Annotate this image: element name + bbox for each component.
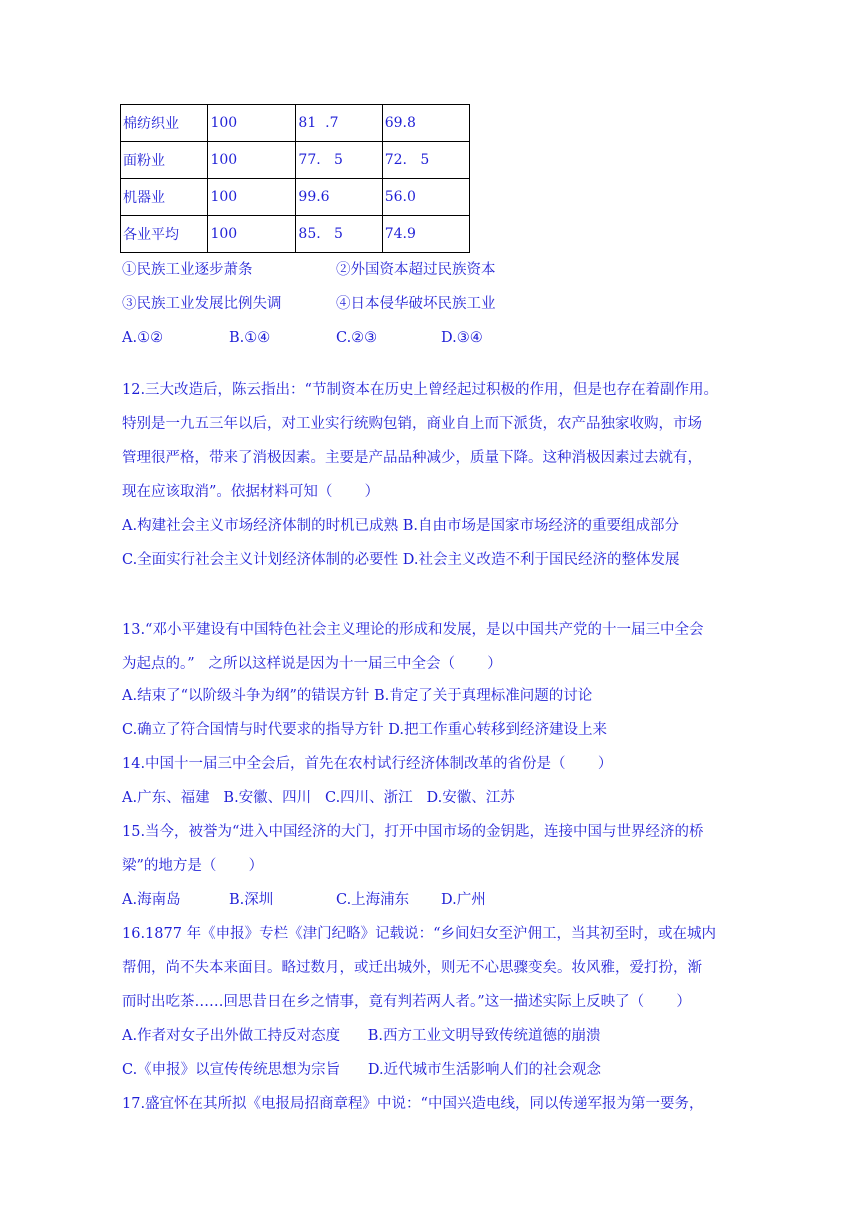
- table-cell: 面粉业: [121, 142, 208, 179]
- q15-option-c: C.上海浦东: [336, 892, 410, 908]
- table-cell: 56.0: [382, 179, 469, 216]
- q16-stem-line: 而时出吃茶……回思昔日在乡之情事，竟有判若两人者。”这一描述实际上反映了（ ）: [122, 994, 691, 1010]
- table-cell: 72. 5: [382, 142, 469, 179]
- q11-option-d: D.③④: [441, 330, 483, 346]
- q16-stem-line: 16.1877 年《申报》专栏《津门纪略》记载说：“乡间妇女至沪佣工，当其初至时，或在城内: [122, 926, 716, 942]
- table-cell: 85. 5: [296, 216, 382, 253]
- q11-option-b: B.①④: [229, 330, 271, 346]
- q17-stem: 17.盛宜怀在其所拟《电报局招商章程》中说：“中国兴造电线，同以传递军报为第一要务，: [122, 1096, 704, 1112]
- table-cell: 77. 5: [296, 142, 382, 179]
- q15-stem-line: 梁”的地方是（ ）: [122, 858, 264, 874]
- table-cell: 100: [208, 105, 296, 142]
- q13-stem-line: 13.“邓小平建设有中国特色社会主义理论的形成和发展，是以中国共产党的十一届三中全会: [122, 622, 704, 638]
- q15-option-a: A.海南岛: [122, 892, 181, 908]
- q11-item-4: ④日本侵华破坏民族工业: [336, 296, 496, 312]
- table-row: [121, 105, 470, 142]
- q14-options: A.广东、福建 B.安徽、四川 C.四川、浙江 D.安徽、江苏: [122, 790, 515, 806]
- q13-options-ab: A.结束了“以阶级斗争为纲”的错误方针 B.肯定了关于真理标准问题的讨论: [122, 688, 593, 704]
- table-row: [121, 216, 470, 253]
- table-cell: 100: [208, 216, 296, 253]
- q12-stem-line: 特别是一九五三年以后，对工业实行统购包销，商业自上而下派货，农产品独家收购，市场: [122, 416, 702, 432]
- q14-stem: 14.中国十一届三中全会后，首先在农村试行经济体制改革的省份是（ ）: [122, 756, 613, 772]
- q15-option-d: D.广州: [441, 892, 486, 908]
- table-cell: 棉纺织业: [121, 105, 208, 142]
- table-cell: 100: [208, 142, 296, 179]
- q11-item-2: ②外国资本超过民族资本: [336, 262, 496, 278]
- table-cell: 100: [208, 179, 296, 216]
- q16-options-ab: A.作者对女子出外做工持反对态度 B.西方工业文明导致传统道德的崩溃: [122, 1028, 601, 1044]
- q13-stem-line: 为起点的。” 之所以这样说是因为十一届三中全会（ ）: [122, 656, 502, 672]
- q13-options-cd: C.确立了符合国情与时代要求的指导方针 D.把工作重心转移到经济建设上来: [122, 722, 608, 738]
- industry-index-table: [120, 104, 470, 253]
- table-cell: 机器业: [121, 179, 208, 216]
- table-row: [121, 179, 470, 216]
- q11-item-1: ①民族工业逐步萧条: [122, 262, 253, 278]
- q15-option-b: B.深圳: [229, 892, 274, 908]
- q12-stem-line: 现在应该取消”。依据材料可知（ ）: [122, 484, 380, 500]
- q11-item-3: ③民族工业发展比例失调: [122, 296, 282, 312]
- q16-options-cd: C.《申报》以宣传传统思想为宗旨 D.近代城市生活影响人们的社会观念: [122, 1062, 602, 1078]
- q12-options-cd: C.全面实行社会主义计划经济体制的必要性 D.社会主义改造不利于国民经济的整体发展: [122, 552, 680, 568]
- table-cell: 74.9: [382, 216, 469, 253]
- q12-stem-line: 管理很严格，带来了消极因素。主要是产品品种减少，质量下降。这种消极因素过去就有，: [122, 450, 702, 466]
- q15-stem-line: 15.当今，被誉为“进入中国经济的大门，打开中国市场的金钥匙，连接中国与世界经济的桥: [122, 824, 704, 840]
- table-cell: 81 .7: [296, 105, 382, 142]
- table-cell: 69.8: [382, 105, 469, 142]
- q11-option-a: A.①②: [122, 330, 164, 346]
- table-cell: 99.6: [296, 179, 382, 216]
- q11-option-c: C.②③: [336, 330, 378, 346]
- q16-stem-line: 帮佣，尚不失本来面目。略过数月，或迁出城外，则无不心思骤变矣。妆风雅，爱打扮，渐: [122, 960, 702, 976]
- q12-options-ab: A.构建社会主义市场经济体制的时机已成熟 B.自由市场是国家市场经济的重要组成部分: [122, 518, 679, 534]
- q12-stem-line: 12.三大改造后，陈云指出：“节制资本在历史上曾经起过积极的作用，但是也存在着副作用。: [122, 382, 718, 398]
- table-cell: 各业平均: [121, 216, 208, 253]
- table-row: [121, 142, 470, 179]
